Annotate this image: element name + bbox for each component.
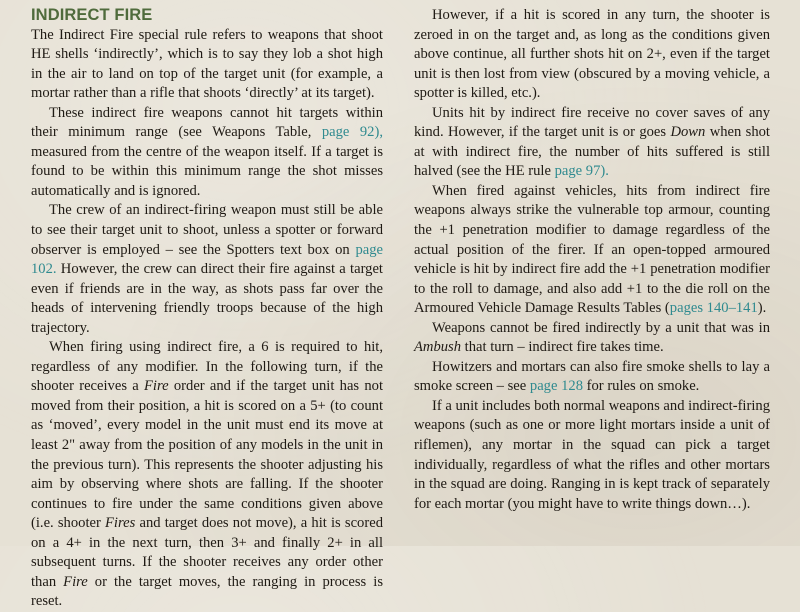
page-link-102[interactable]: page 102. — [31, 241, 383, 278]
paragraph-ranging: When firing using indirect fire, a 6 is required to hit, regardless of any modifier. In the following turn, if the shooter receives a Fire order and if the target unit has not moved from their position, a hit is scored on a 5+ (to count as ‘moved’, every model in the unit must end its move at least 2" away from the position of any models in the unit in the previous turn). This represents the shooter adjusting his aim by observing where shots are falling. If the shooter continues to fire under the same conditions given above (i.e. shooter Fires and target does not move), a hit is scored on a 4+ in the next turn, then 3+ and finally 2+ in all subsequent turns. If the shooter receives any order other than Fire or the target moves, the ranging in process is reset. — [31, 339, 384, 610]
page-link-140-141[interactable]: pages 140–141 — [669, 300, 758, 317]
page-link-92[interactable]: page 92), — [321, 124, 383, 141]
right-column — [414, 6, 770, 514]
paragraph-mixed-weapons: If a unit includes both normal weapons and indirect-firing weapons (such as one or more light mortars inside a unit of riflemen), any mortar in the squad can pick a target individually, regardless of what the rifles and other mortars in the squad are doing. Ranging in is kept track of separately for each mortar (you might have to write things down…). — [414, 397, 770, 512]
paragraph-intro: The Indirect Fire special rule refers to weapons that shoot HE shells ‘indirectly’, which is to say they lob a shot high in the air to land on top of the target unit (for example, a mortar rather than a rifle that shoots ‘directly’ at its target). — [31, 26, 383, 102]
paragraph-crew-visibility: The crew of an indirect-firing weapon must still be able to see their target unit to shoot, unless a spotter or forward observer is employed – see the Spotters text box on page 102. However, the crew can direct their fire against a target even if friends are in the way, as shots pass far over the heads of intervening friendly troops because of the high trajectory. — [31, 202, 383, 336]
paragraph-cover-saves: Units hit by indirect fire receive no cover saves of any kind. However, if the target unit is or goes Down when shot at with indirect fire, the number of hits suffered is still halved (see the HE rule page 97). — [414, 104, 770, 180]
page-link-128[interactable]: page 128 — [529, 378, 583, 395]
paragraph-ambush: Weapons cannot be fired indirectly by a unit that was in Ambush that turn – indirect fire takes time. — [414, 319, 770, 356]
paragraph-smoke: Howitzers and mortars can also fire smoke shells to lay a smoke screen – see page 128 for rules on smoke. — [414, 358, 770, 395]
paragraph-minimum-range: These indirect fire weapons cannot hit targets within their minimum range (see Weapons Table, page 92), measured from the centre of the weapon itself. If a target is found to be within this minimum range the shot misses automatically and is ignored. — [31, 104, 383, 199]
paragraph-zeroed-in: However, if a hit is scored in any turn, the shooter is zeroed in on the target and, as long as the conditions given above continue, all further shots hit on 2+, even if the target unit is then lost from view (obscured by a moving vehicle, a spotter is killed, etc.). — [414, 7, 770, 102]
left-column — [31, 6, 383, 612]
page-link-97[interactable]: page 97). — [554, 163, 609, 180]
section-title: INDIRECT FIRE — [31, 6, 153, 24]
paragraph-vehicles: When fired against vehicles, hits from indirect fire weapons always strike the vulnerable top armour, counting the +1 penetration modifier to damage regardless of the actual position of the firer. If an open-topped armoured vehicle is hit by indirect fire add the +1 penetration modifier to the roll to damage, and also add +1 to the die roll on the Armoured Vehicle Damage Results Tables (pages 140–141). — [414, 182, 770, 317]
